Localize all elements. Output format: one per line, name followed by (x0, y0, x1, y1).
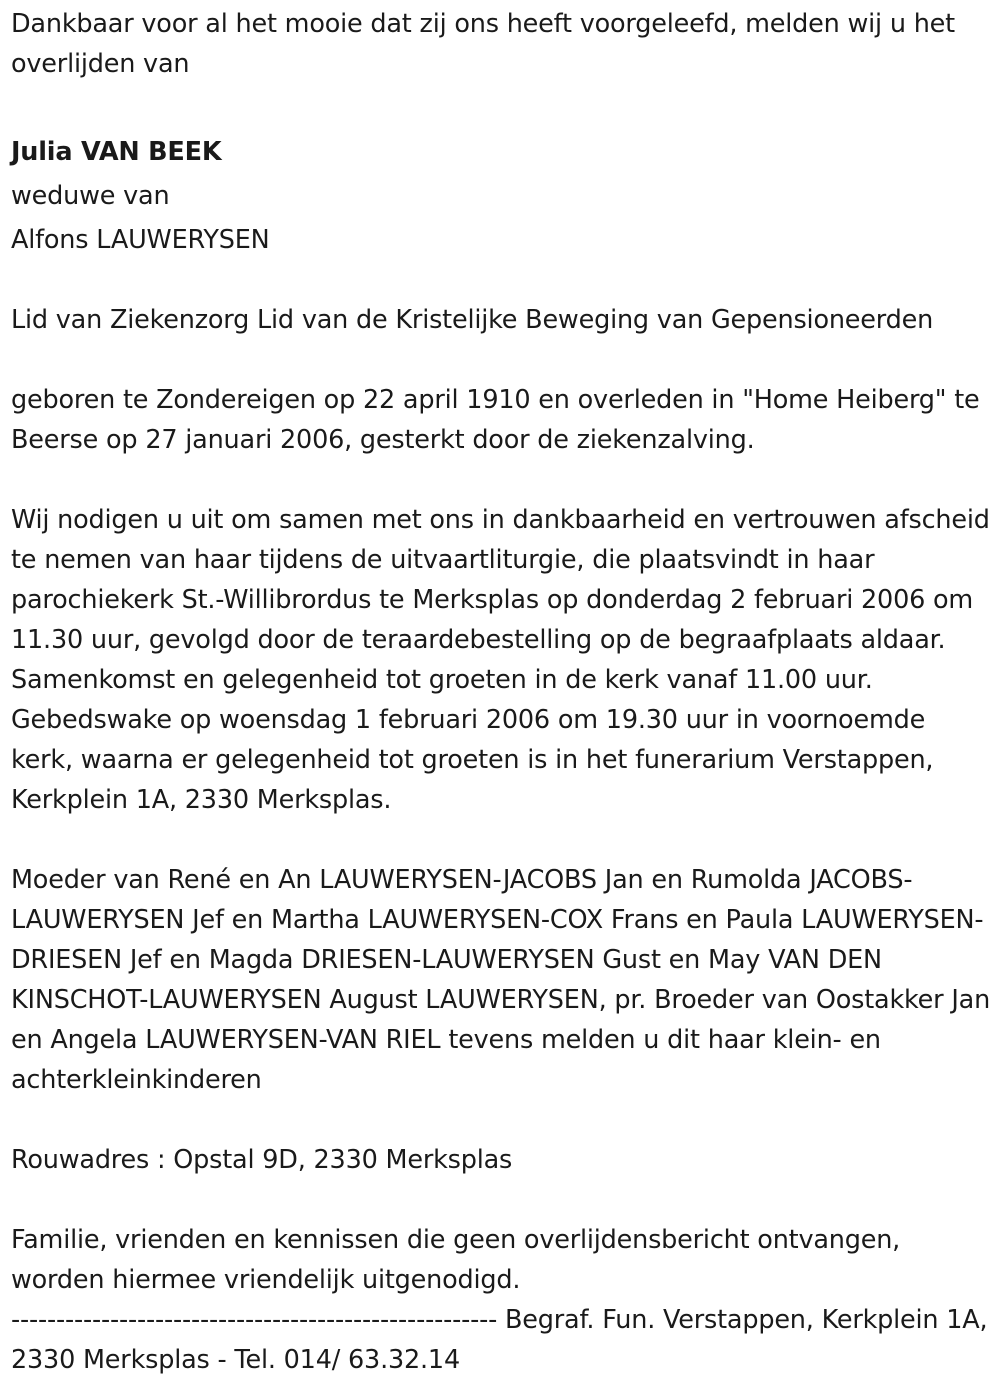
mourning-address: Rouwadres : Opstal 9D, 2330 Merksplas (11, 1145, 513, 1175)
footer-funeral-home: ------------------------------------------------------ Begraf. Fun. Verstappen, Kerkplein 1A, 2330 Merksplas - Tel. 014/ 63.32.14 (11, 1305, 988, 1375)
spacer (11, 84, 993, 124)
spacer (11, 820, 993, 860)
closing-text: Familie, vrienden en kennissen die geen overlijdensbericht ontvangen, worden hiermee vriendelijk uitgenodigd. (11, 1225, 901, 1295)
spacer (11, 1180, 993, 1220)
birth-death-text: geboren te Zondereigen op 22 april 1910 en overleden in "Home Heiberg" te Beerse op 27 januari 2006, gesterkt door de ziekenzalving. (11, 385, 980, 455)
spouse-name: Alfons LAUWERYSEN (11, 225, 270, 255)
spacer (11, 1100, 993, 1140)
spacer (11, 260, 993, 300)
family-text: Moeder van René en An LAUWERYSEN-JACOBS Jan en Rumolda JACOBS-LAUWERYSEN Jef en Martha LAUWERYSEN-COX Frans en Paula LAUWERYSEN-DRIESEN Jef en Magda DRIESEN-LAUWERYSEN Gust en May VAN DEN KINSCHOT-LAUWERYSEN August LAUWERYSEN, pr. Broeder van Oostakker Jan en Angela LAUWERYSEN-VAN RIEL tevens melden u dit haar klein- en achterkleinkinderen (11, 865, 991, 1095)
memberships-text: Lid van Ziekenzorg Lid van de Kristelijke Beweging van Gepensioneerden (11, 305, 934, 335)
obituary-notice (11, 4, 993, 1380)
spacer (11, 340, 993, 380)
widow-of-label: weduwe van (11, 181, 170, 211)
deceased-name: Julia VAN BEEK (11, 137, 222, 167)
intro-text: Dankbaar voor al het mooie dat zij ons heeft voorgeleefd, melden wij u het overlijden van (11, 9, 955, 79)
spacer (11, 460, 993, 500)
invitation-text: Wij nodigen u uit om samen met ons in dankbaarheid en vertrouwen afscheid te nemen van haar tijdens de uitvaartliturgie, die plaatsvindt in haar parochiekerk St.-Willibrordus te Merksplas op donderdag 2 februari 2006 om 11.30 uur, gevolgd door de teraardebestelling op de begraafplaats aldaar. Samenkomst en gelegenheid tot groeten in de kerk vanaf 11.00 uur. Gebedswake op woensdag 1 februari 2006 om 19.30 uur in voornoemde kerk, waarna er gelegenheid tot groeten is in het funerarium Verstappen, Kerkplein 1A, 2330 Merksplas. (11, 505, 990, 815)
